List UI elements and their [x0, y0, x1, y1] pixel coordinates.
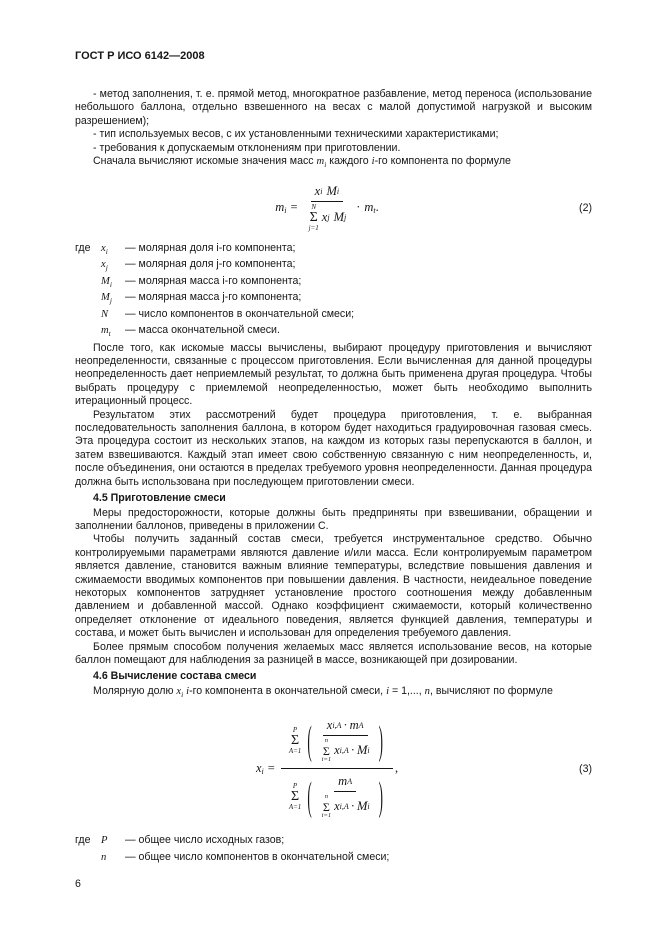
definition-line [75, 851, 592, 868]
definition-line [75, 275, 592, 292]
math-term: x $_i$ [255, 761, 264, 777]
definition-prefix: где [75, 241, 91, 254]
sum-symbol: P Σ A=1 [288, 725, 302, 755]
intro-text: = 1,..., [389, 684, 425, 697]
paragraph-mass-formula-intro [75, 155, 592, 172]
definition-description: — общее число исходных газов; [125, 834, 285, 847]
dot-operator: · [350, 799, 355, 814]
fraction [304, 182, 351, 234]
definition-prefix [75, 308, 101, 325]
math-term: N [101, 308, 109, 320]
definition-description: — общее число компонентов в окончательной смеси; [125, 850, 390, 863]
fraction-denominator: N Σ j=1 x j M j [308, 202, 347, 232]
definition-line [75, 258, 592, 275]
definition-prefix [75, 275, 101, 292]
intro-text: каждого [326, 155, 372, 168]
definition-line [75, 291, 592, 308]
definition-line [75, 242, 592, 259]
left-paren: ( [307, 772, 312, 819]
inner-denominator: n Σ i=1 x i,A · M i [321, 737, 370, 763]
definition-prefix [75, 324, 101, 341]
math-term: $M_j$ [101, 292, 112, 306]
math-var-i: i [186, 685, 190, 697]
math-term: n [101, 851, 107, 863]
math-var-x: $x_i$ [176, 685, 184, 699]
definition-prefix [75, 851, 101, 868]
list-item-tolerance-requirements: - требования к допускаемым отклонениям при приготовлении. [93, 141, 401, 154]
inner-numerator: m A [334, 772, 356, 792]
heading-4-5: 4.5 Приготовление смеси [93, 492, 226, 505]
paragraph-instrumentation: Чтобы получить заданный состав смеси, требуется инструментальное средство. Обычно контролируемыми параметрами являются давление и/или масса. Если контролируемым параметром является давление, становится важным влияние температуры, вследствие повышения давления и сжимаемости вводимых компонентов при повышении давления. В частности, неидеальное поведение некоторых компонентов затрудняет установление простого соотношения между добавленным давлением и добавленной массой. Однако коэффициент сжимаемости, который количественно определяет отклонение от идеального поведения, является функцией давления, температуры и состава, и может быть вычислен и использован для определения требуемого давления. [75, 533, 592, 640]
inner-numerator: x i,A · m A [323, 716, 368, 736]
definition-description: — число компонентов в окончательной смеси; [125, 307, 355, 320]
definition-prefix [75, 291, 101, 308]
intro-text: Сначала вычисляют искомые значения масс [93, 155, 317, 168]
list-item-scales-type: - тип используемых весов, с их установленными техническими характеристиками; [93, 128, 499, 141]
definition-line [75, 834, 592, 851]
sum-symbol: n Σ i=1 [321, 793, 332, 819]
right-paren: ) [378, 772, 383, 819]
paragraph-direct-method: Более прямым способом получения желаемых масс является использование весов, на которые баллон помещают для наблюдения за разницей в массе, возникающей при дозировании. [75, 640, 592, 666]
paragraph-procedure-selection: После того, как искомые массы вычислены, выбирают процедуру приготовления и вычисляют неопределенности, связанные с процессом приготовления. Если вычисленная для данной процедуры неопределенность дает неприемлемый результат, то должна быть применена другая процедура. Чтобы выбрать процедуру с приемлемой неопределенностью, может быть необходимо выполнить итерационный процесс. [75, 341, 592, 408]
formula-2-body [75, 182, 579, 234]
heading-4-6: 4.6 Вычисление состава смеси [93, 670, 257, 683]
fraction-numerator: x i M i [311, 182, 343, 202]
math-term: $x_j$ [101, 259, 108, 273]
equals-sign: = [290, 200, 298, 215]
intro-text: Молярную долю [93, 684, 177, 697]
outer-numerator [281, 713, 393, 769]
definition-description: — масса окончательной смеси. [125, 324, 280, 337]
right-paren: ) [378, 716, 383, 763]
definition-prefix: где [75, 834, 91, 847]
comma: , [394, 761, 399, 776]
math-term: $M_i$ [101, 275, 112, 289]
list-item-filling-method: - метод заполнения, т. е. прямой метод, многократное разбавление, метод переноса (использование небольшого баллона, отдельно взвешенного на весах с малой допустимой нагрузкой и высоким разрешением); [75, 88, 592, 127]
math-var-m: $m_i$ [316, 156, 327, 170]
formula-2 [75, 182, 592, 234]
dot-operator: · [356, 200, 361, 215]
equation-3 [256, 713, 398, 824]
outer-fraction [281, 713, 393, 824]
sum-symbol: P Σ A=1 [288, 781, 302, 811]
sum-symbol: N Σ j=1 [308, 202, 319, 232]
math-term: $m_t$ [101, 325, 111, 339]
outer-denominator [281, 769, 393, 824]
equation-2 [275, 182, 379, 234]
inner-fraction [317, 716, 374, 765]
sum-symbol: n Σ i=1 [321, 737, 332, 763]
math-var-i: i [371, 156, 375, 168]
definitions-formula-2 [75, 242, 592, 341]
dot-operator: · [343, 718, 348, 733]
definition-description: — молярная масса j-го компонента; [125, 291, 302, 304]
formula-3 [75, 713, 592, 824]
math-var-n: n [424, 685, 430, 697]
definition-line [75, 308, 592, 325]
intro-text: -го компонента по формуле [374, 155, 511, 168]
definition-description: — молярная масса i-го компонента; [125, 274, 302, 287]
paragraph-precautions: Меры предосторожности, которые должны быть предприняты при взвешивании, обращении и заполнении баллонов, приведены в приложении С. [75, 506, 592, 532]
inner-denominator: n Σ i=1 x i,A · M i [321, 793, 370, 819]
left-paren: ( [307, 716, 312, 763]
inner-fraction [317, 772, 374, 821]
formula-3-body [75, 713, 579, 824]
definition-description: — молярная доля j-го компонента; [125, 258, 296, 271]
document-header: ГОСТ Р ИСО 6142—2008 [75, 50, 205, 62]
math-term: $x_i$ [101, 242, 108, 256]
equals-sign: = [267, 761, 275, 776]
intro-text: -го компонента в окончательной смеси, [189, 684, 387, 697]
definitions-formula-3 [75, 834, 592, 867]
paragraph-mole-fraction-intro [75, 685, 592, 702]
intro-text: , вычисляют по формуле [429, 684, 553, 697]
formula-2-label: (2) [579, 201, 592, 214]
definition-description: — молярная доля i-го компонента; [125, 241, 296, 254]
definition-prefix [75, 258, 101, 275]
math-term: m $_i$ [275, 200, 287, 216]
definition-line [75, 324, 592, 341]
math-var-i: i [386, 685, 390, 697]
page-number: 6 [75, 878, 81, 890]
math-term: P [101, 835, 108, 847]
formula-3-label: (3) [579, 762, 592, 775]
math-term: m $_t$ . [364, 200, 379, 216]
paragraph-procedure-result: Результатом этих рассмотрений будет процедура приготовления, т. е. выбранная последовательность заполнения баллона, в котором будет находиться градуировочная газовая смесь. Эта процедура состоит из нескольких этапов, на каждом из которых газы перепускаются в баллон, и затем взвешиваются. Каждый этап имеет свою собственную связанную с ним неопределенность, и, после объединения, они остаются в пределах требуемого уровня неопределенности. Данная процедура должна быть использована при последующем приготовлении смеси. [75, 408, 592, 488]
dot-operator: · [350, 743, 355, 758]
